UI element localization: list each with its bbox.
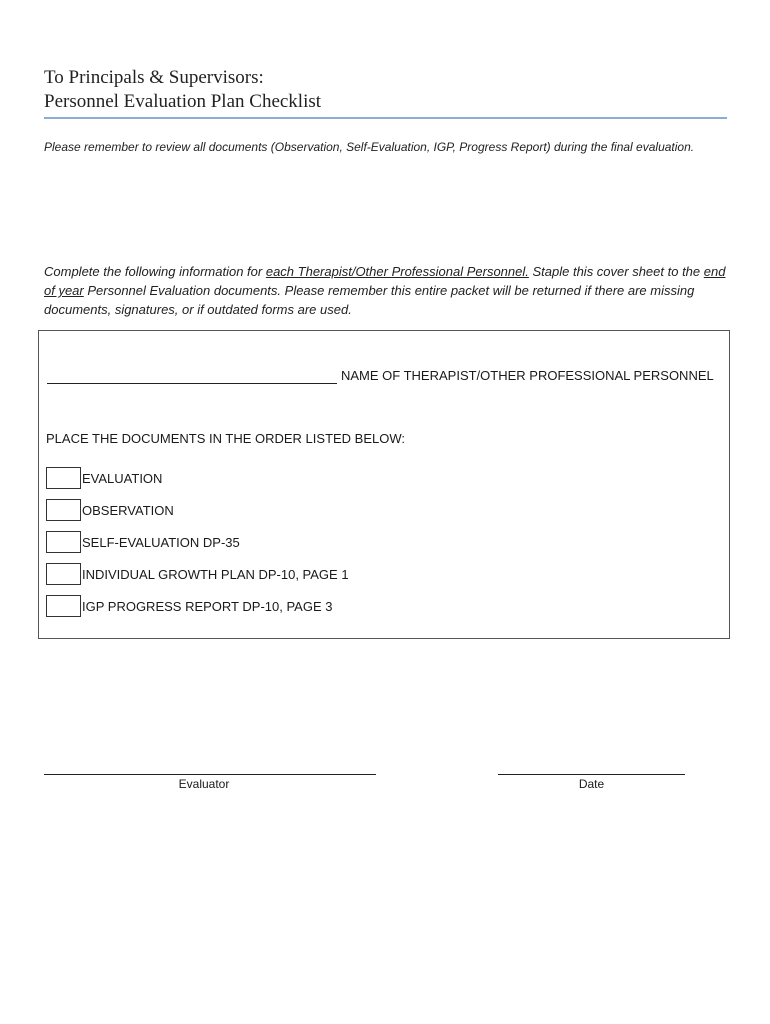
title-line-2: Personnel Evaluation Plan Checklist [44,91,322,112]
checklist-item-label: OBSERVATION [82,503,174,518]
review-note: Please remember to review all documents (Observation, Self-Evaluation, IGP, Progress Report) during the final evaluation. [44,140,695,154]
order-instruction: PLACE THE DOCUMENTS IN THE ORDER LISTED BELOW: [46,431,406,446]
checklist-item-label: IGP PROGRESS REPORT DP-10, PAGE 3 [82,599,333,614]
checkbox-observation[interactable] [46,499,81,521]
instructions-paragraph [44,262,734,319]
checklist-item-observation [46,489,349,521]
checkbox-self-evaluation[interactable] [46,531,81,553]
checkbox-progress-report[interactable] [46,595,81,617]
checklist-item-evaluation [46,457,349,489]
instructions-text-1: Complete the following information for [44,264,266,279]
evaluator-signature-line[interactable] [44,774,376,775]
title-divider [44,117,727,119]
checkbox-growth-plan[interactable] [46,563,81,585]
checklist-item-self-evaluation [46,521,349,553]
date-label: Date [578,777,605,791]
personnel-name-label: NAME OF THERAPIST/OTHER PROFESSIONAL PERSONNEL [341,368,714,383]
instructions-text-3: Personnel Evaluation documents. Please remember this entire packet will be returned if there are missing documents, signatures, or if outdated forms are used. [44,283,695,317]
instructions-underlined-1: each Therapist/Other Professional Personnel. [265,264,529,279]
checkbox-evaluation[interactable] [46,467,81,489]
instructions-underlined-2: end of year [44,264,726,298]
document-title [44,66,321,114]
document-checklist [46,457,349,617]
checklist-item-label: INDIVIDUAL GROWTH PLAN DP-10, PAGE 1 [82,567,349,582]
date-signature-line[interactable] [498,774,685,775]
checklist-item-label: SELF-EVALUATION DP-35 [82,535,240,550]
instructions-text-2: Staple this cover sheet to the [528,264,704,279]
checklist-item-growth-plan [46,553,349,585]
personnel-name-field[interactable] [47,369,337,384]
checklist-item-progress-report [46,585,349,617]
evaluator-label: Evaluator [178,777,230,791]
checklist-form-box [38,330,730,639]
title-line-1: To Principals & Supervisors: [44,67,264,88]
checklist-item-label: EVALUATION [82,471,163,486]
